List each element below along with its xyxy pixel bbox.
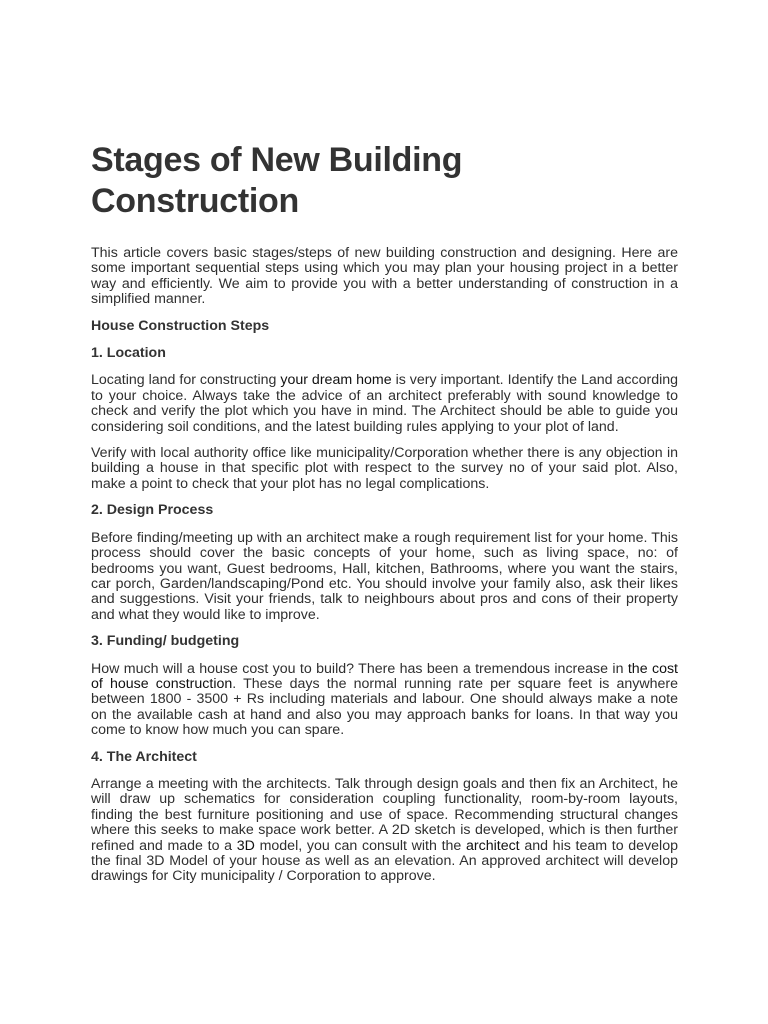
architect-heading: 4. The Architect xyxy=(91,748,197,765)
intro-paragraph: This article covers basic stages/steps of new building construction and designing. Here are some important sequential steps using which you may plan your housing project in a better way and efficiently. We aim to provide you with a better understanding of construction in a simplified manner. xyxy=(91,245,678,308)
architect-paragraph xyxy=(91,777,678,885)
architect-text-a: Arrange a meeting with the architects. Talk through design goals and then fix an Architect, he will draw up schematics for consideration coupling functionality, room-by-room layouts, finding the best furniture positioning and use of space. Recommending structural changes where this seeks to make space work better. A 2D sketch is developed, which is then further refined and made to a xyxy=(91,775,678,854)
location-paragraph-2: Verify with local authority office like municipality/Corporation whether there is any objection in building a house in that specific plot with respect to the survey no of your said plot. Also, make a point to check that your plot has no legal complications. xyxy=(91,445,678,492)
3d-link[interactable]: 3D xyxy=(236,837,255,854)
architect-text-b: model, you can consult with the xyxy=(254,837,466,854)
funding-heading: 3. Funding/ budgeting xyxy=(91,633,240,650)
construction-cost-link[interactable]: the cost of house construction xyxy=(91,660,678,692)
design-paragraph: Before finding/meeting up with an architect make a rough requirement list for your home. This process should cover the basic concepts of your home, such as living space, no: of bedrooms you want, Guest bedrooms, Hall, kitchen, Bathrooms, where you want the stairs, car porch, Garden/landscaping/Pond etc. You should involve your family also, ask their likes and suggestions. Visit your friends, talk to neighbours about pros and cons of their property and what they would like to improve. xyxy=(91,529,678,623)
design-heading: 2. Design Process xyxy=(91,502,214,519)
article-title: Stages of New Building Construction xyxy=(91,141,463,220)
dream-home-link[interactable]: your dream home xyxy=(280,372,392,389)
steps-heading: House Construction Steps xyxy=(91,317,270,334)
funding-text-before: How much will a house cost you to build? There has been a tremendous increase in xyxy=(91,660,628,677)
location-text-before: Locating land for constructing xyxy=(91,372,281,389)
location-paragraph-1 xyxy=(91,373,678,435)
architect-link[interactable]: architect xyxy=(466,837,520,854)
article xyxy=(91,140,678,896)
funding-text-after: . These days the normal running rate per square feet is anywhere between 1800 - 3500 + Rs including materials and labour. One should always make a note on the available cash at hand and also you may approach banks for loans. In that way you come to know how much you can spare. xyxy=(91,675,678,739)
location-text-after: is very important. Identify the Land according to your choice. Always take the advice of an architect preferably with sound knowledge to check and verify the plot which you have in mind. The Architect should be able to guide you considering soil conditions, and the latest building rules applying to your plot of land. xyxy=(91,372,679,435)
location-heading: 1. Location xyxy=(91,345,166,362)
architect-text-c: and his team to develop the final 3D Model of your house as well as an elevation. An approved architect will develop drawings for City municipality / Corporation to approve. xyxy=(91,837,678,885)
funding-paragraph xyxy=(91,662,678,739)
